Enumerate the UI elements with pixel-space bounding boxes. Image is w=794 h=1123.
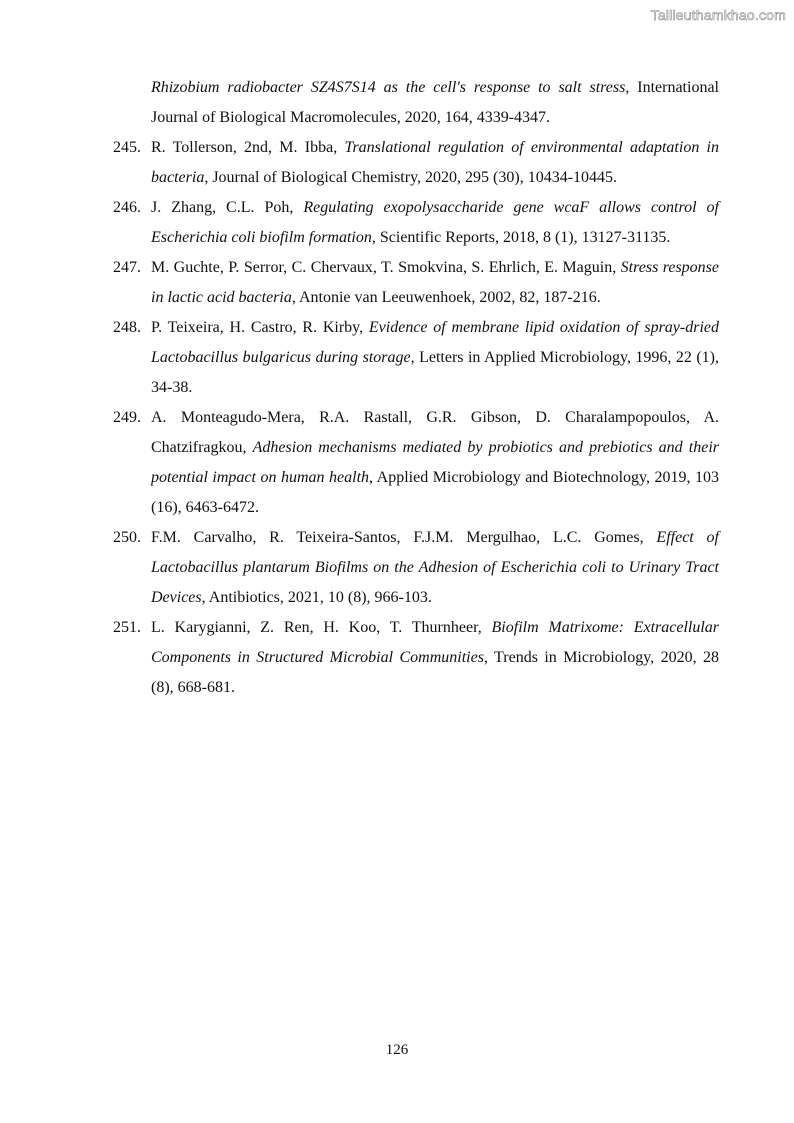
reference-247 xyxy=(113,253,719,313)
reference-continuation xyxy=(113,73,719,133)
reference-source: , Antonie van Leeuwenhoek, 2002, 82, 187-216. xyxy=(291,289,601,306)
reference-list xyxy=(113,73,719,703)
reference-number: 248. xyxy=(113,319,141,336)
reference-authors: P. Teixeira, H. Castro, R. Kirby, xyxy=(151,319,369,336)
reference-250 xyxy=(113,523,719,613)
reference-251 xyxy=(113,613,719,703)
reference-authors: J. Zhang, C.L. Poh, xyxy=(151,199,304,216)
reference-source: , Scientific Reports, 2018, 8 (1), 13127-31135. xyxy=(371,229,671,246)
reference-number: 245. xyxy=(113,139,141,156)
reference-source: , Journal of Biological Chemistry, 2020, 295 (30), 10434-10445. xyxy=(204,169,618,186)
reference-title: Regulating exopolysaccharide gene wcaF allows control of Escherichia coli biofilm formation xyxy=(151,199,719,246)
reference-249 xyxy=(113,403,719,523)
reference-title: Biofilm Matrixome: Extracellular Components in Structured Microbial Communities xyxy=(151,619,720,666)
watermark-text: Tailieuthamkhao.com xyxy=(650,7,786,23)
reference-authors: M. Guchte, P. Serror, C. Chervaux, T. Smokvina, S. Ehrlich, E. Maguin, xyxy=(151,259,621,276)
reference-text xyxy=(151,313,719,403)
reference-source: , Trends in Microbiology, 2020, 28 (8), 668-681. xyxy=(151,649,719,696)
reference-title: Translational regulation of environmental adaptation in bacteria xyxy=(151,139,720,186)
reference-source: , Letters in Applied Microbiology, 1996, 22 (1), 34-38. xyxy=(151,349,720,396)
reference-number: 250. xyxy=(113,529,141,546)
reference-title: Rhizobium radiobacter SZ4S7S14 as the cell's response to salt stress xyxy=(151,79,626,96)
reference-text xyxy=(151,73,719,133)
reference-source: , International Journal of Biological Macromolecules, 2020, 164, 4339-4347. xyxy=(151,79,719,126)
reference-number: 247. xyxy=(113,259,141,276)
reference-246 xyxy=(113,193,719,253)
page-number: 126 xyxy=(385,1042,409,1058)
reference-text xyxy=(151,523,719,613)
reference-source: , Applied Microbiology and Biotechnology, 2019, 103 (16), 6463-6472. xyxy=(151,469,719,516)
reference-text xyxy=(151,253,719,313)
reference-248 xyxy=(113,313,719,403)
reference-title: Evidence of membrane lipid oxidation of spray-dried Lactobacillus bulgaricus during storage xyxy=(151,319,719,366)
reference-title: Effect of Lactobacillus plantarum Biofilms on the Adhesion of Escherichia coli to Urinary Tract Devices xyxy=(151,529,720,606)
reference-text xyxy=(151,133,719,193)
reference-title: Adhesion mechanisms mediated by probiotics and prebiotics and their potential impact on human health xyxy=(151,439,719,486)
reference-text xyxy=(151,613,719,703)
reference-authors: L. Karygianni, Z. Ren, H. Koo, T. Thurnheer, xyxy=(151,619,492,636)
reference-authors: A. Monteagudo-Mera, R.A. Rastall, G.R. Gibson, D. Charalampopoulos, A. Chatzifragkou, xyxy=(151,409,719,456)
reference-number: 246. xyxy=(113,199,141,216)
reference-authors: R. Tollerson, 2nd, M. Ibba, xyxy=(151,139,345,156)
reference-number: 249. xyxy=(113,409,141,426)
reference-authors: F.M. Carvalho, R. Teixeira-Santos, F.J.M. Mergulhao, L.C. Gomes, xyxy=(151,529,657,546)
reference-number: 251. xyxy=(113,619,141,636)
reference-text xyxy=(151,403,719,523)
reference-source: , Antibiotics, 2021, 10 (8), 966-103. xyxy=(201,589,432,606)
reference-text xyxy=(151,193,719,253)
reference-245 xyxy=(113,133,719,193)
reference-title: Stress response in lactic acid bacteria xyxy=(151,259,720,306)
